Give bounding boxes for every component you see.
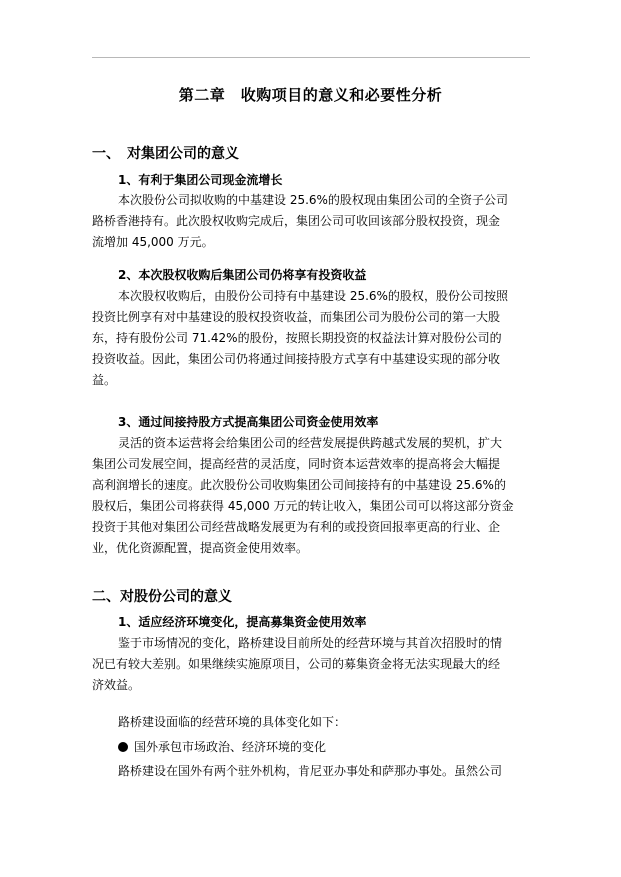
paragraph-line: 投资比例享有对中基建设的股权投资收益，而集团公司为股份公司的第一大股 <box>92 310 501 324</box>
section2-sub1-heading: 1、适应经济环境变化，提高募集资金使用效率 <box>118 615 367 629</box>
paragraph-line: 投资收益。因此，集团公司仍将通过间接持股方式享有中基建设实现的部分收 <box>92 352 501 366</box>
bullet-item <box>118 738 326 755</box>
section1-sub2-paragraph <box>92 286 522 391</box>
section2-paragraph3 <box>92 761 522 782</box>
paragraph-line: 济效益。 <box>92 678 141 692</box>
paragraph-line: 高利润增长的速度。此次股份公司收购集团公司间接持有的中基建设 25.6%的 <box>92 478 506 492</box>
section1-heading: 一、 对集团公司的意义 <box>92 146 239 162</box>
paragraph-line: 东，持有股份公司 71.42%的股份，按照长期投资的权益法计算对股份公司的 <box>92 331 502 345</box>
paragraph-line: 业，优化资源配置，提高资金使用效率。 <box>92 541 309 555</box>
bullet-text: 国外承包市场政治、经济环境的变化 <box>134 740 327 754</box>
paragraph-line: 路桥香港持有。此次股权收购完成后，集团公司可收回该部分股权投资，现金 <box>92 214 501 228</box>
paragraph-line: 本次股份公司拟收购的中基建设 25.6%的股权现由集团公司的全资子公司 <box>118 193 508 207</box>
section1-sub2-heading: 2、本次股权收购后集团公司仍将享有投资收益 <box>118 268 367 282</box>
section2-sub1-paragraph <box>92 633 522 696</box>
paragraph-line: 流增加 45,000 万元。 <box>92 235 214 249</box>
section1-sub3-paragraph <box>92 433 522 559</box>
paragraph-line: 益。 <box>92 373 117 387</box>
section2-paragraph2 <box>92 712 522 733</box>
bullet-dot-icon <box>118 742 128 752</box>
header-rule <box>92 57 530 58</box>
paragraph-line: 路桥建设在国外有两个驻外机构，肯尼亚办事处和萨那办事处。虽然公司 <box>118 764 503 778</box>
section1-sub1-heading: 1、有利于集团公司现金流增长 <box>118 173 283 187</box>
paragraph-line: 路桥建设面临的经营环境的具体变化如下： <box>118 715 347 729</box>
paragraph-line: 股权后，集团公司将获得 45,000 万元的转让收入，集团公司可以将这部分资金 <box>92 499 514 513</box>
paragraph-line: 况已有较大差别。如果继续实施原项目，公司的募集资金将无法实现最大的经 <box>92 657 501 671</box>
section1-sub3-heading: 3、通过间接持股方式提高集团公司资金使用效率 <box>118 415 379 429</box>
paragraph-line: 鉴于市场情况的变化，路桥建设目前所处的经营环境与其首次招股时的情 <box>118 636 503 650</box>
paragraph-line: 本次股权收购后，由股份公司持有中基建设 25.6%的股权，股份公司按照 <box>118 289 508 303</box>
section2-heading: 二、对股份公司的意义 <box>92 589 232 605</box>
paragraph-line: 集团公司发展空间，提高经营的灵活度，同时资本运营效率的提高将会大幅提 <box>92 457 501 471</box>
section1-sub1-paragraph <box>92 190 522 253</box>
paragraph-line: 投资于其他对集团公司经营战略发展更为有利的或投资回报率更高的行业、企 <box>92 520 501 534</box>
chapter-title: 第二章 收购项目的意义和必要性分析 <box>178 86 443 104</box>
paragraph-line: 灵活的资本运营将会给集团公司的经营发展提供跨越式发展的契机，扩大 <box>118 436 503 450</box>
